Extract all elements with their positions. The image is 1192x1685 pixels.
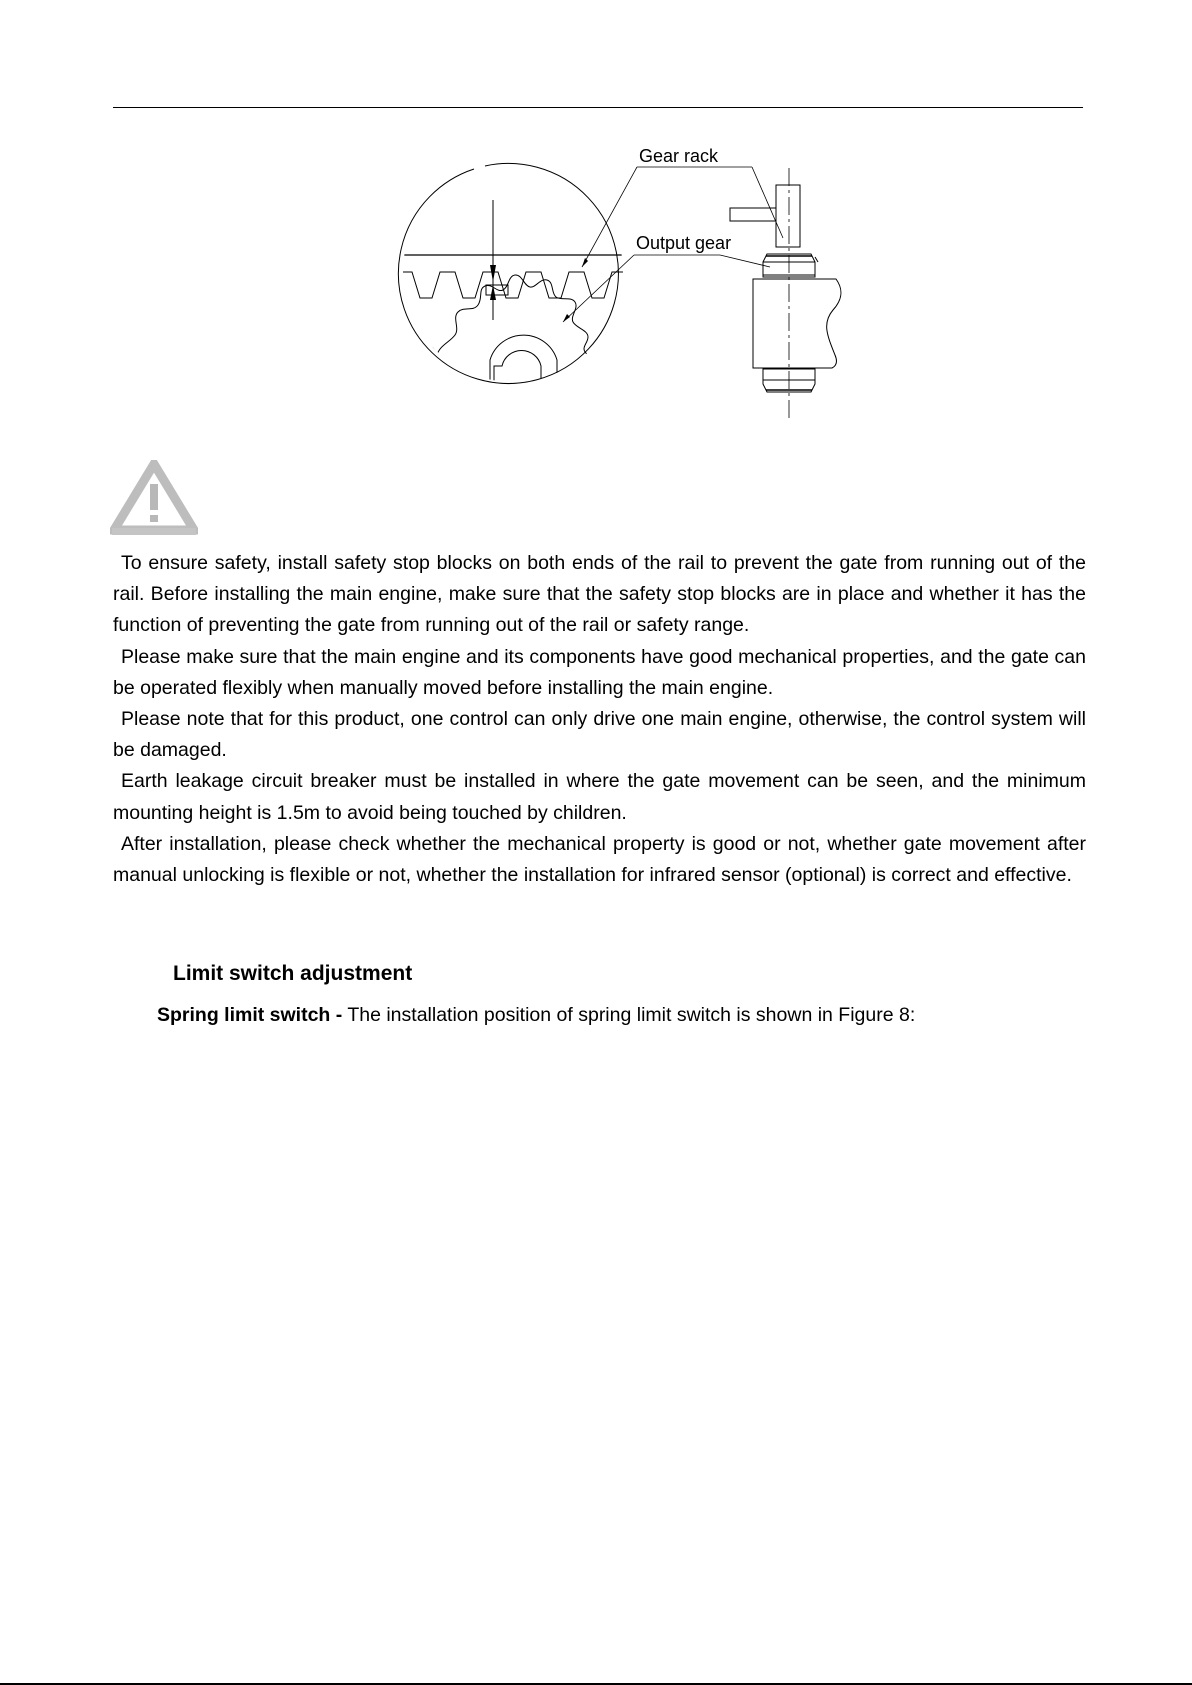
detail-circle [398,163,618,383]
paragraph-safety-stop-blocks: To ensure safety, install safety stop blocks on both ends of the rail to prevent the gate from running out of the rail. Before installing the main engine, make sure that the safety stop blocks are in place and whether it has the function of preventing the gate from running out of the rail or safety range. [113,552,1086,637]
gear-hub [490,335,557,380]
rack-and-gear-detail [400,255,626,385]
label-gear-rack: Gear rack [639,146,719,166]
side-view-assembly [730,168,841,418]
paragraph-one-control: Please note that for this product, one control can only drive one main engine, otherwise, the control system will be damaged. [113,708,1086,762]
clearance-arrow [490,200,496,320]
subsection-term: Spring limit switch - [157,1004,343,1026]
spring-limit-switch-intro [157,1004,915,1027]
section-heading: Limit switch adjustment [173,962,413,985]
gear-rack-figure [0,0,1192,430]
warning-triangle-icon [110,460,198,536]
paragraph-mechanical-properties: Please make sure that the main engine and its components have good mechanical properties, and the gate can be operated flexibly when manually moved before installing the main engine. [113,645,1086,699]
paragraph-earth-leakage: Earth leakage circuit breaker must be installed in where the gate movement can be seen, and the minimum mounting height is 1.5m to avoid being touched by children. [113,770,1086,824]
paragraph-after-installation: After installation, please check whether the mechanical property is good or not, whether gate movement after manual unlocking is flexible or not, whether the installation for infrared sensor (optional) is correct and effective. [113,832,1086,887]
label-output-gear: Output gear [636,233,732,253]
subsection-text: The installation position of spring limit switch is shown in Figure 8: [342,1004,916,1026]
output-gear-leader [563,255,770,322]
safety-instructions [113,548,1086,891]
